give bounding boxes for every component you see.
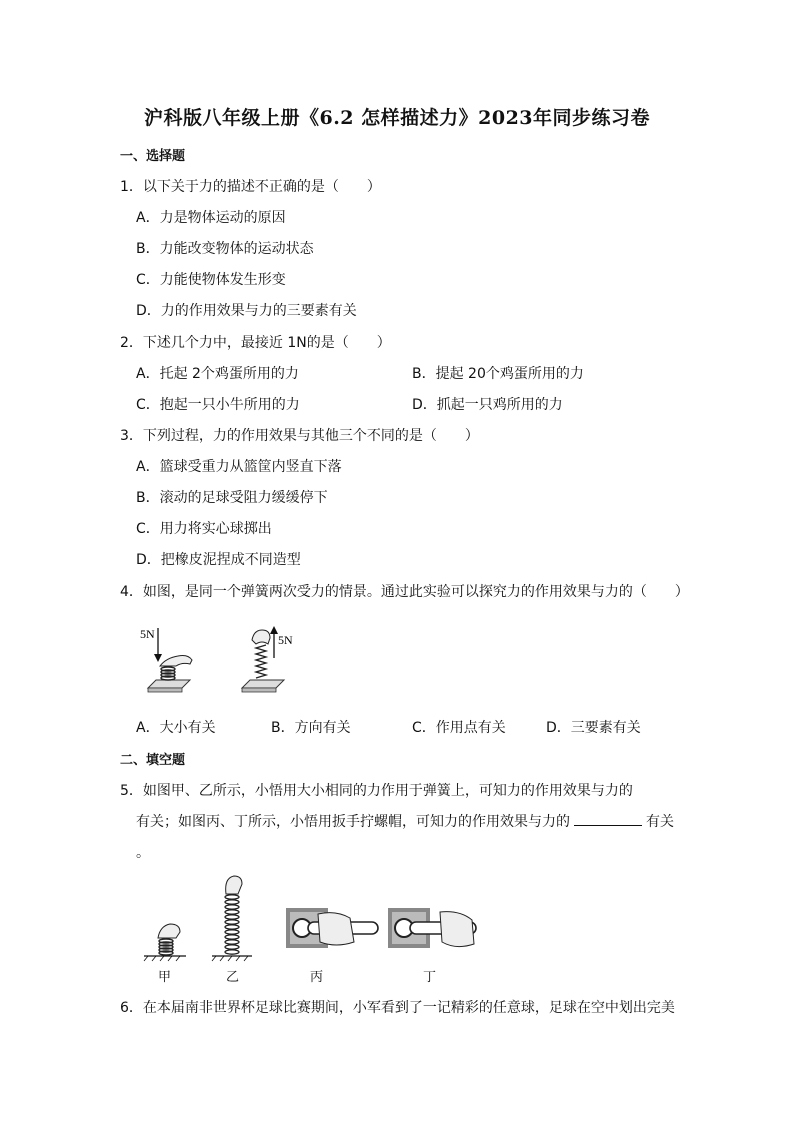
force-label-left: 5N xyxy=(140,627,155,641)
q5-line2-end: 有关 xyxy=(646,814,674,830)
q5-figure xyxy=(140,870,480,962)
q5-line3: 。 xyxy=(136,845,150,861)
q2-option-a: A．托起 2个鸡蛋所用的力 xyxy=(136,366,299,382)
q4-option-c: C．作用点有关 xyxy=(412,720,506,736)
q2-option-b: B．提起 20个鸡蛋所用的力 xyxy=(412,366,584,382)
q5-answer-blank[interactable] xyxy=(574,813,642,826)
q2-option-d: D．抓起一只鸡所用的力 xyxy=(412,397,563,413)
q3-option-d: D．把橡皮泥捏成不同造型 xyxy=(136,552,301,568)
q4-option-a: A．大小有关 xyxy=(136,720,216,736)
q1-option-c: C．力能使物体发生形变 xyxy=(136,272,286,288)
q5-caption-jia: 甲 xyxy=(158,970,172,985)
q1-option-a: A．力是物体运动的原因 xyxy=(136,210,286,226)
q4-option-d: D．三要素有关 xyxy=(546,720,641,736)
q1-option-b: B．力能改变物体的运动状态 xyxy=(136,241,314,257)
q4-stem: 4．如图，是同一个弹簧两次受力的情景。通过此实验可以探究力的作用效果与力的（ ） xyxy=(120,584,689,600)
force-label-right: 5N xyxy=(278,633,293,647)
q5-line2 xyxy=(136,811,674,831)
spring-compression-illustration xyxy=(138,618,308,700)
q1-stem: 1．以下关于力的描述不正确的是（ ） xyxy=(120,179,381,195)
page-title: 沪科版八年级上册《6.2 怎样描述力》2023年同步练习卷 xyxy=(143,107,651,129)
q4-spring-figure xyxy=(138,618,308,700)
q5-line1: 5．如图甲、乙所示，小悟用大小相同的力作用于弹簧上，可知力的作用效果与力的 xyxy=(120,783,633,799)
q3-option-b: B．滚动的足球受阻力缓缓停下 xyxy=(136,490,328,506)
q4-option-b: B．方向有关 xyxy=(271,720,351,736)
q3-option-a: A．篮球受重力从篮筐内竖直下落 xyxy=(136,459,342,475)
spring-and-wrench-illustration xyxy=(140,870,480,962)
section-choice: 一、选择题 xyxy=(120,149,186,164)
q5-caption-ding: 丁 xyxy=(423,970,437,985)
q6-line1: 6．在本届南非世界杯足球比赛期间，小军看到了一记精彩的任意球，足球在空中划出完美 xyxy=(120,1000,675,1016)
q3-stem: 3．下列过程，力的作用效果与其他三个不同的是（ ） xyxy=(120,428,479,444)
section-fill: 二、填空题 xyxy=(120,753,186,768)
q1-option-d: D．力的作用效果与力的三要素有关 xyxy=(136,303,357,319)
q5-caption-yi: 乙 xyxy=(226,970,240,985)
q5-caption-bing: 丙 xyxy=(310,970,324,985)
q5-line2-text: 有关；如图丙、丁所示，小悟用扳手拧螺帽，可知力的作用效果与力的 xyxy=(136,814,570,830)
q2-stem: 2．下述几个力中，最接近 1N的是（ ） xyxy=(120,335,391,351)
q3-option-c: C．用力将实心球掷出 xyxy=(136,521,272,537)
q2-option-c: C．抱起一只小牛所用的力 xyxy=(136,397,300,413)
